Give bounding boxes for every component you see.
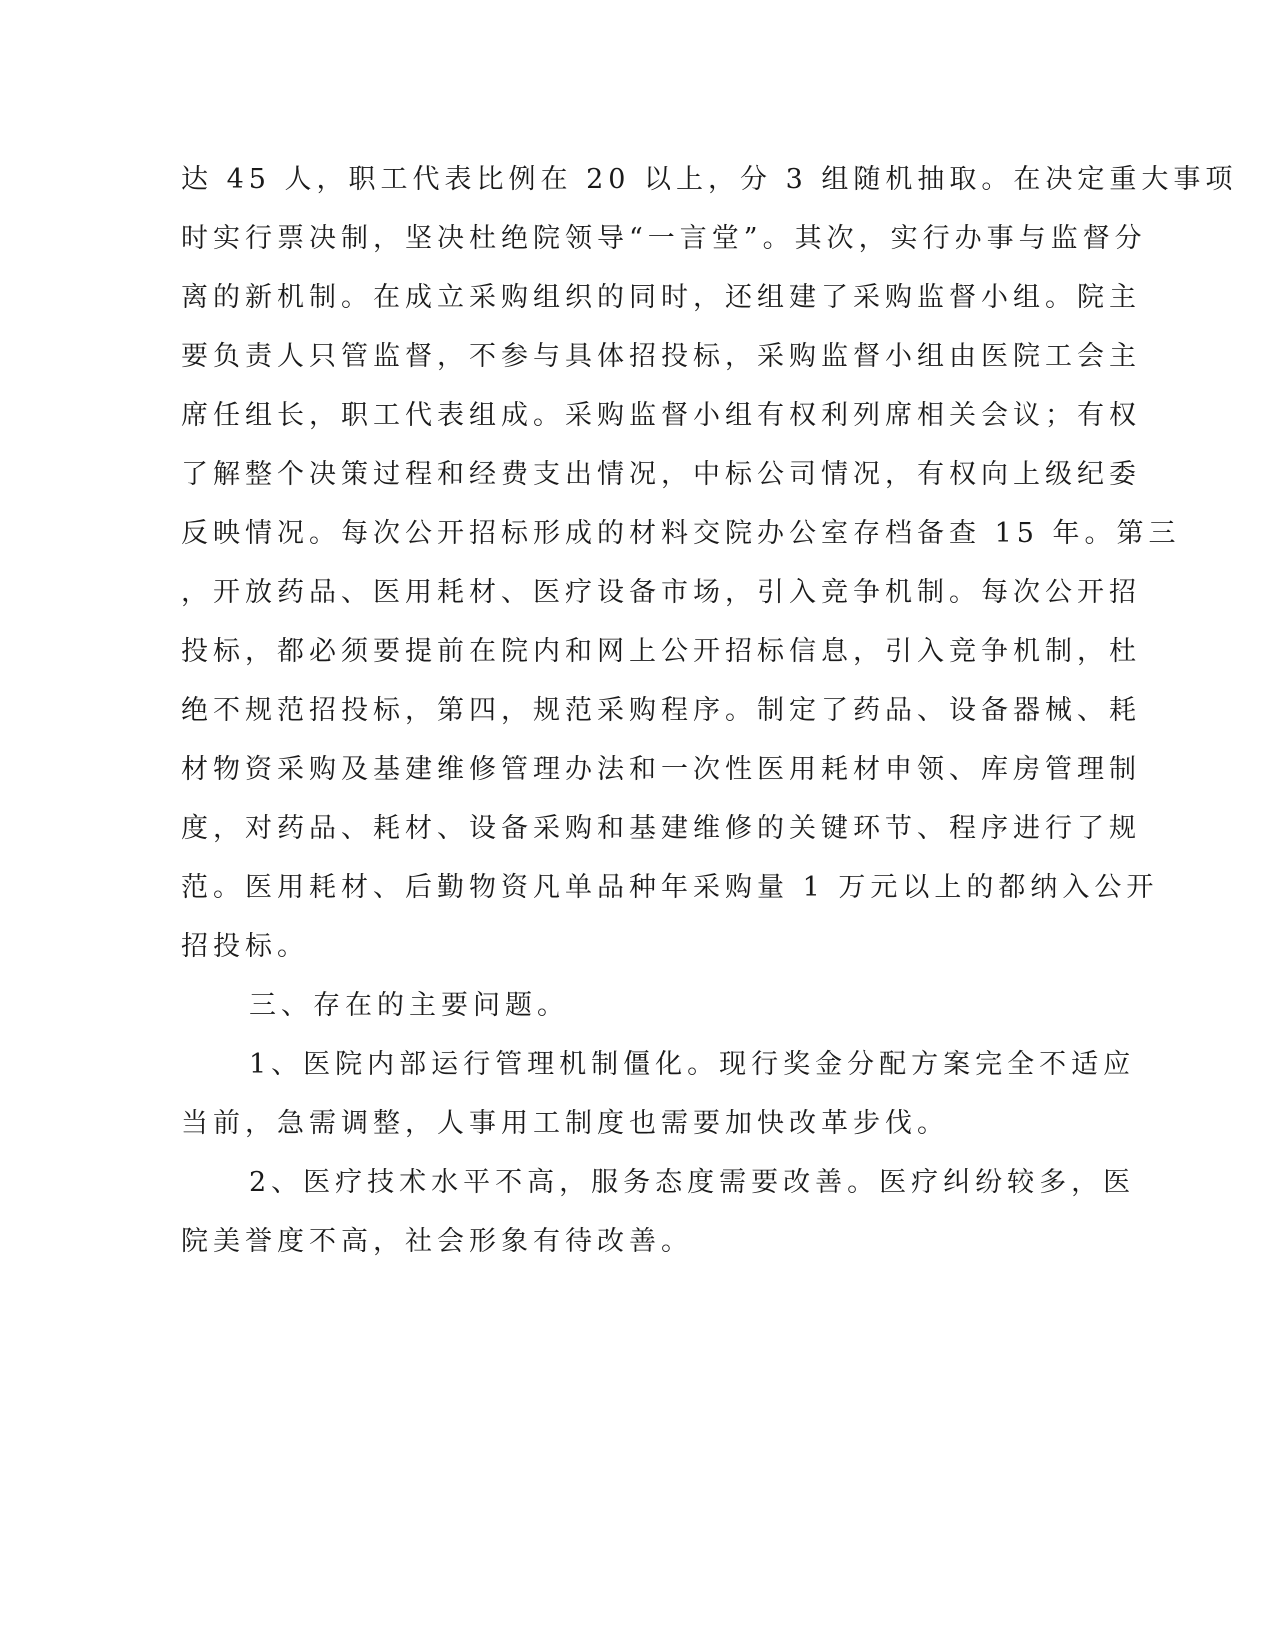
paragraph-line: 离的新机制。在成立采购组织的同时，还组建了采购监督小组。院主: [181, 282, 1141, 313]
problem-item-2-line-1: 2、医疗技术水平不高，服务态度需要改善。医疗纠纷较多，医: [249, 1167, 1136, 1198]
paragraph-line: 投标，都必须要提前在院内和网上公开招标信息，引入竞争机制，杜: [181, 636, 1141, 667]
paragraph-line: 了解整个决策过程和经费支出情况，中标公司情况，有权向上级纪委: [181, 459, 1141, 490]
paragraph-line: 达 45 人，职工代表比例在 20 以上，分 3 组随机抽取。在决定重大事项: [181, 164, 1238, 195]
paragraph-line: 绝不规范招投标，第四，规范采购程序。制定了药品、设备器械、耗: [181, 695, 1141, 726]
paragraph-line: 度，对药品、耗材、设备采购和基建维修的关键环节、程序进行了规: [181, 813, 1141, 844]
problem-item-2-line-2: 院美誉度不高，社会形象有待改善。: [181, 1226, 693, 1257]
paragraph-line: 时实行票决制，坚决杜绝院领导“一言堂”。其次，实行办事与监督分: [181, 223, 1147, 254]
paragraph-line: 反映情况。每次公开招标形成的材料交院办公室存档备查 15 年。第三: [181, 518, 1181, 549]
paragraph-line: ，开放药品、医用耗材、医疗设备市场，引入竞争机制。每次公开招: [181, 577, 1141, 608]
paragraph-line: 材物资采购及基建维修管理办法和一次性医用耗材申领、库房管理制: [181, 754, 1141, 785]
paragraph-line: 席任组长，职工代表组成。采购监督小组有权利列席相关会议；有权: [181, 400, 1141, 431]
paragraph-line: 范。医用耗材、后勤物资凡单品种年采购量 1 万元以上的都纳入公开: [181, 872, 1159, 903]
problem-item-1-line-2: 当前，急需调整，人事用工制度也需要加快改革步伐。: [181, 1108, 949, 1139]
paragraph-line: 要负责人只管监督，不参与具体招投标，采购监督小组由医院工会主: [181, 341, 1141, 372]
paragraph-line: 招投标。: [181, 931, 309, 962]
section-heading: 三、存在的主要问题。: [249, 990, 569, 1021]
problem-item-1-line-1: 1、医院内部运行管理机制僵化。现行奖金分配方案完全不适应: [249, 1049, 1136, 1080]
